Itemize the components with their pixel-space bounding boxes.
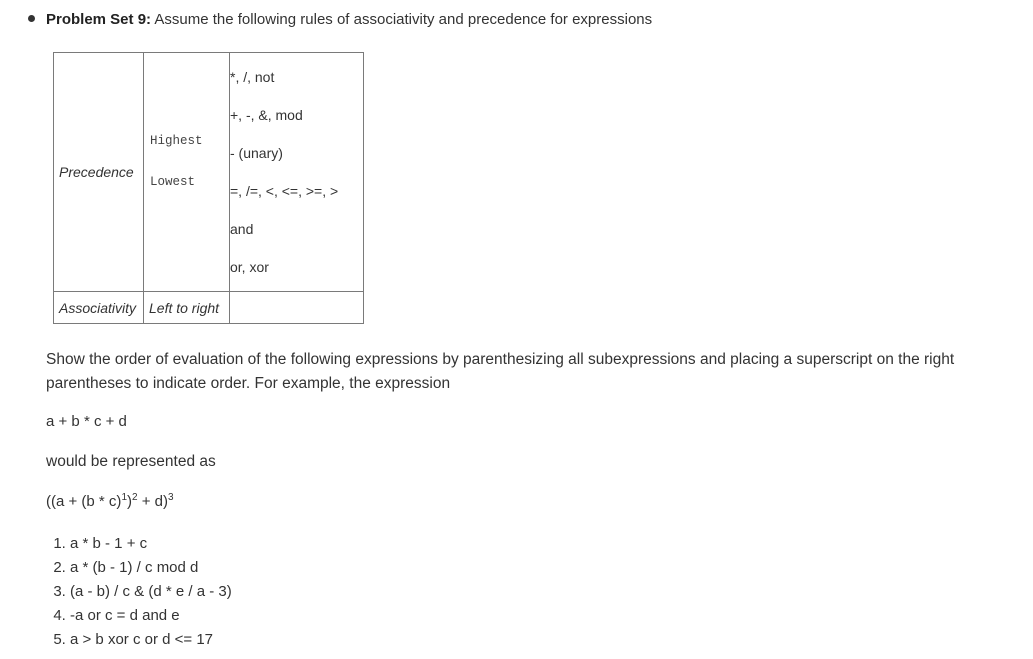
represented-as-text: would be represented as — [46, 453, 216, 470]
associativity-value: Left to right — [149, 299, 220, 316]
list-item: 5. a > b xor c or d <= 17 — [70, 628, 232, 652]
precedence-table — [53, 52, 364, 324]
operator-level: and — [230, 221, 254, 237]
example-expression: a + b * c + d — [46, 413, 127, 430]
problem-set-description: Assume the following rules of associativity and precedence for expressions — [151, 11, 653, 28]
associativity-empty-cell — [230, 292, 364, 324]
lowest-label: Lowest — [150, 174, 196, 189]
example-result: $((a + (b * c)^1)^2 + d)^3$ — [46, 492, 174, 510]
problem-set-title: Problem Set 9: — [46, 11, 152, 28]
problem-set-heading — [28, 10, 652, 30]
associativity-label-cell — [54, 292, 144, 324]
highest-label: Highest — [150, 133, 203, 148]
expression-list — [46, 532, 232, 652]
instructions-paragraph: Show the order of evaluation of the following expressions by parenthesizing all subexpressions and placing a superscript on the right parentheses to indicate order. For example, the expression — [46, 351, 955, 392]
bullet-icon — [28, 15, 35, 22]
precedence-label: Precedence — [59, 164, 134, 180]
precedence-label-cell — [54, 53, 144, 292]
rank-cell — [144, 53, 230, 292]
associativity-label: Associativity — [59, 299, 137, 316]
list-item: 3. (a - b) / c & (d * e / a - 3) — [70, 580, 232, 604]
operator-level: or, xor — [230, 259, 269, 275]
list-item: 4. -a or c = d and e — [70, 604, 232, 628]
list-item: 2. a * (b - 1) / c mod d — [70, 556, 232, 580]
operator-level: - (unary) — [230, 145, 283, 161]
operator-level: =, /=, <, <=, >=, > — [230, 183, 339, 199]
operators-cell — [230, 53, 364, 292]
associativity-value-cell — [144, 292, 230, 324]
operator-level: *, /, not — [230, 69, 275, 85]
operator-level: +, -, &, mod — [230, 107, 303, 123]
list-item: 1. a * b - 1 + c — [70, 532, 232, 556]
